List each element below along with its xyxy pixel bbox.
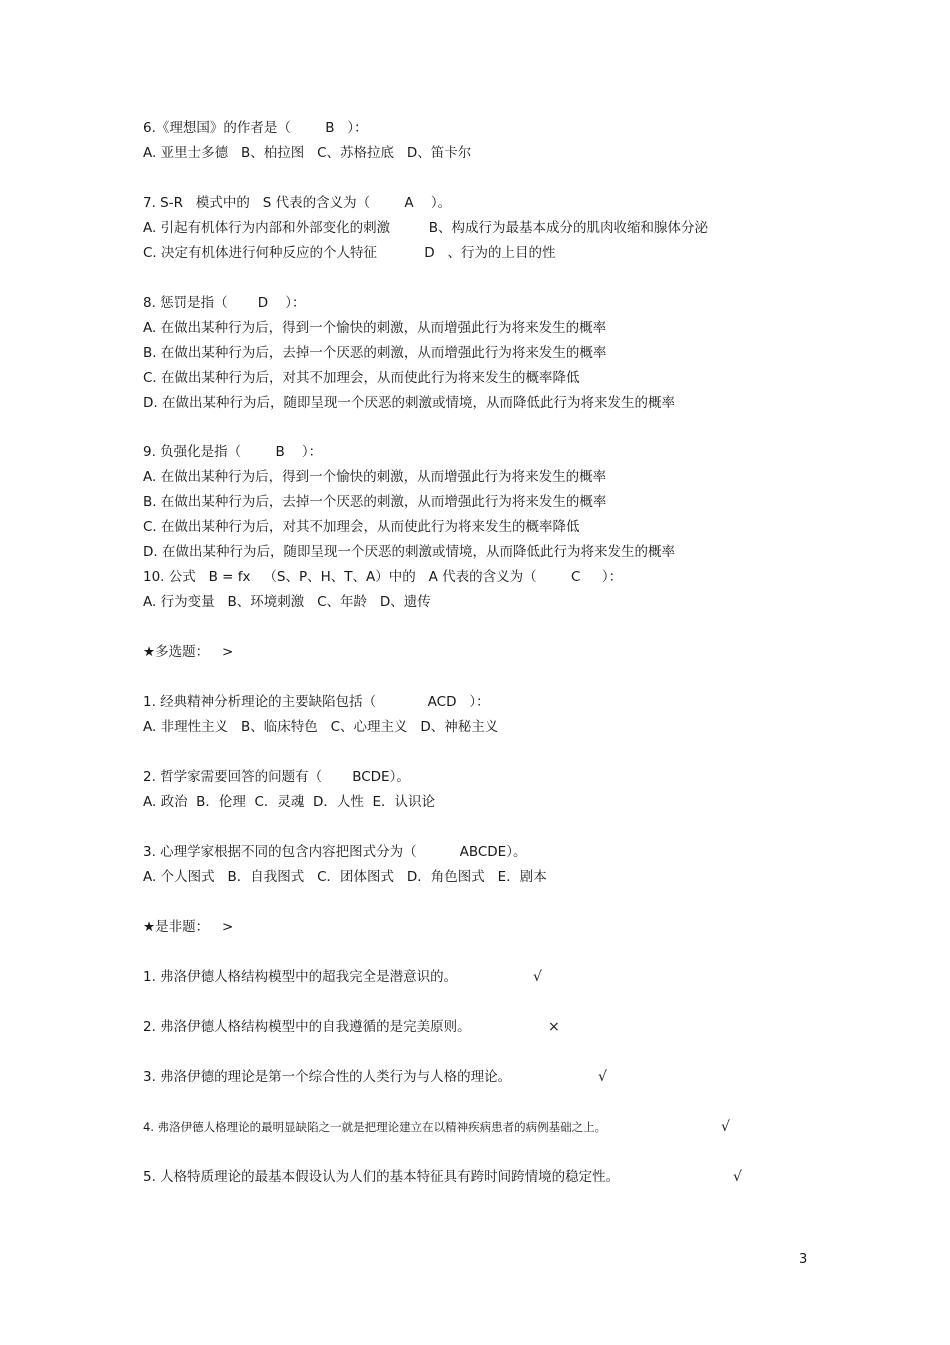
true-false-statement-1: 1. 弗洛伊德人格结构模型中的超我完全是潜意识的。 (143, 969, 458, 985)
true-false-mark-1: √ (533, 969, 542, 985)
question-7-option-ab: A. 引起有机体行为内部和外部变化的刺激 B、构成行为最基本成分的肌肉收缩和腺体分泌 (143, 220, 708, 236)
true-false-mark-3: √ (598, 1069, 607, 1085)
true-false-statement-5: 5. 人格特质理论的最基本假设认为人们的基本特征具有跨时间跨情境的稳定性。 (143, 1169, 620, 1185)
true-false-statement-4: 4. 弗洛伊德人格理论的最明显缺陷之一就是把理论建立在以精神疾病患者的病例基础之上。 (143, 1120, 607, 1134)
multi-question-3-options: A. 个人图式 B．自我图式 C．团体图式 D．角色图式 E．剧本 (143, 869, 547, 885)
question-8-option-a: A. 在做出某种行为后，得到一个愉快的刺激，从而增强此行为将来发生的概率 (143, 320, 607, 336)
true-false-mark-5: √ (733, 1169, 742, 1185)
multi-question-1-options: A. 非理性主义 B、临床特色 C、心理主义 D、神秘主义 (143, 719, 499, 735)
question-10: 10. 公式 B = fx （S、P、H、T、A）中的 A 代表的含义为（ C ）： (143, 569, 623, 585)
question-6: 6.《理想国》的作者是（ B ）： (143, 120, 368, 136)
question-8-option-b: B. 在做出某种行为后，去掉一个厌恶的刺激，从而增强此行为将来发生的概率 (143, 345, 607, 361)
true-false-statement-2: 2. 弗洛伊德人格结构模型中的自我遵循的是完美原则。 (143, 1019, 471, 1035)
true-false-mark-4: √ (721, 1119, 730, 1135)
question-9: 9. 负强化是指（ B ）： (143, 444, 323, 460)
question-10-options: A. 行为变量 B、环境刺激 C、年龄 D、遗传 (143, 594, 431, 610)
true-false-mark-2: × (548, 1019, 560, 1035)
question-9-option-a: A. 在做出某种行为后，得到一个愉快的刺激，从而增强此行为将来发生的概率 (143, 469, 607, 485)
question-9-option-c: C. 在做出某种行为后，对其不加理会，从而使此行为将来发生的概率降低 (143, 519, 580, 535)
multi-choice-heading: ★多选题： > (143, 644, 234, 660)
multi-question-2-options: A. 政治 B．伦理 C．灵魂 D．人性 E．认识论 (143, 794, 436, 810)
question-8-option-d: D. 在做出某种行为后，随即呈现一个厌恶的刺激或情境，从而降低此行为将来发生的概率 (143, 395, 675, 411)
question-8-option-c: C. 在做出某种行为后，对其不加理会，从而使此行为将来发生的概率降低 (143, 370, 580, 386)
multi-question-2: 2. 哲学家需要回答的问题有（ BCDE）。 (143, 769, 410, 785)
multi-question-3: 3. 心理学家根据不同的包含内容把图式分为（ ABCDE）。 (143, 844, 527, 860)
question-8: 8. 惩罚是指（ D ）： (143, 295, 306, 311)
question-9-option-d: D. 在做出某种行为后，随即呈现一个厌恶的刺激或情境，从而降低此行为将来发生的概率 (143, 544, 675, 560)
question-6-options: A. 亚里士多德 B、柏拉图 C、苏格拉底 D、笛卡尔 (143, 145, 472, 161)
true-false-statement-3: 3. 弗洛伊德的理论是第一个综合性的人类行为与人格的理论。 (143, 1069, 512, 1085)
multi-question-1: 1. 经典精神分析理论的主要缺陷包括（ ACD ）： (143, 694, 490, 710)
true-false-heading: ★是非题： > (143, 919, 234, 935)
question-7: 7. S-R 模式中的 S 代表的含义为（ A ）。 (143, 195, 452, 211)
question-7-option-cd: C. 决定有机体进行何种反应的个人特征 D 、行为的上目的性 (143, 245, 556, 261)
page-number: 3 (799, 1252, 808, 1267)
question-9-option-b: B. 在做出某种行为后，去掉一个厌恶的刺激，从而增强此行为将来发生的概率 (143, 494, 607, 510)
